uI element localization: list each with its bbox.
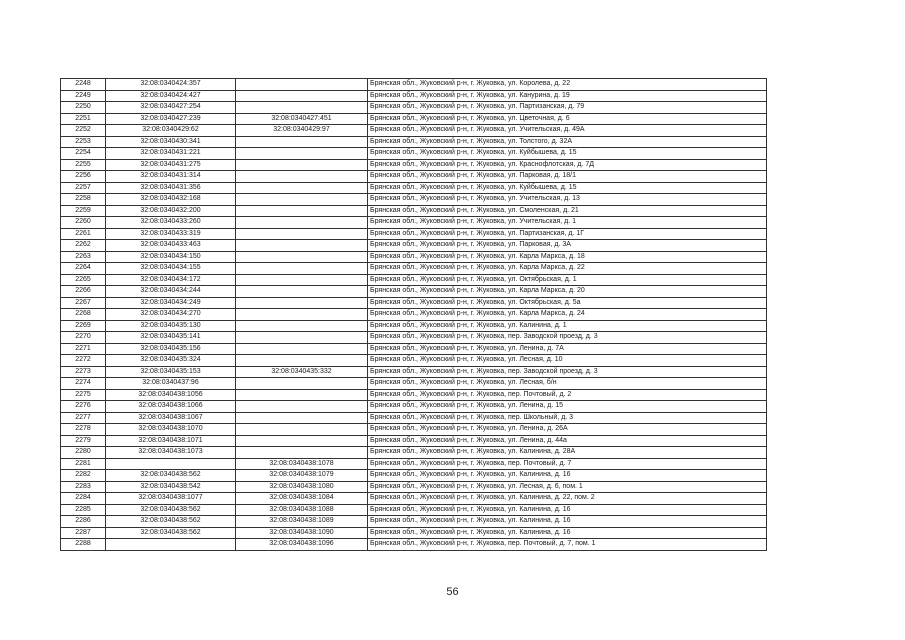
address-cell: Брянская обл., Жуковский р-н, г. Жуковка, ул. Парковая, д. 3А xyxy=(368,240,767,252)
row-number-cell: 2283 xyxy=(61,481,106,493)
row-number-cell: 2262 xyxy=(61,240,106,252)
address-cell: Брянская обл., Жуковский р-н, г. Жуковка, ул. Парковая, д. 18/1 xyxy=(368,171,767,183)
related-cadastral-number-cell xyxy=(236,171,368,183)
row-number-cell: 2270 xyxy=(61,332,106,344)
related-cadastral-number-cell xyxy=(236,309,368,321)
table-row xyxy=(61,228,767,240)
table-row xyxy=(61,251,767,263)
table-row xyxy=(61,148,767,160)
table-row xyxy=(61,470,767,482)
address-cell: Брянская обл., Жуковский р-н, г. Жуковка, ул. Толстого, д. 32А xyxy=(368,136,767,148)
table-row xyxy=(61,447,767,459)
row-number-cell: 2263 xyxy=(61,251,106,263)
table-row xyxy=(61,286,767,298)
row-number-cell: 2274 xyxy=(61,378,106,390)
table-row xyxy=(61,412,767,424)
cadastral-number-cell: 32:08:0340437:96 xyxy=(106,378,236,390)
related-cadastral-number-cell: 32:08:0340438:1078 xyxy=(236,458,368,470)
address-cell: Брянская обл., Жуковский р-н, г. Жуковка, ул. Калинина, д. 16 xyxy=(368,527,767,539)
cadastral-number-cell: 32:08:0340438:1067 xyxy=(106,412,236,424)
cadastral-number-cell: 32:08:0340438:1066 xyxy=(106,401,236,413)
table-row xyxy=(61,136,767,148)
row-number-cell: 2279 xyxy=(61,435,106,447)
table-row xyxy=(61,309,767,321)
cadastral-number-cell: 32:08:0340438:1056 xyxy=(106,389,236,401)
cadastral-number-cell: 32:08:0340434:150 xyxy=(106,251,236,263)
cadastral-number-cell: 32:08:0340434:172 xyxy=(106,274,236,286)
table-row xyxy=(61,424,767,436)
cadastral-table xyxy=(60,78,767,551)
address-cell: Брянская обл., Жуковский р-н, г. Жуковка, ул. Краснофлотская, д. 7Д xyxy=(368,159,767,171)
table-row xyxy=(61,435,767,447)
cadastral-number-cell: 32:08:0340433:463 xyxy=(106,240,236,252)
cadastral-number-cell: 32:08:0340434:155 xyxy=(106,263,236,275)
row-number-cell: 2287 xyxy=(61,527,106,539)
table-row xyxy=(61,516,767,528)
cadastral-number-cell: 32:08:0340438:1071 xyxy=(106,435,236,447)
page-number: 56 xyxy=(446,586,459,598)
table-row xyxy=(61,240,767,252)
table-row xyxy=(61,343,767,355)
address-cell: Брянская обл., Жуковский р-н, г. Жуковка, ул. Карла Маркса, д. 24 xyxy=(368,309,767,321)
row-number-cell: 2259 xyxy=(61,205,106,217)
address-cell: Брянская обл., Жуковский р-н, г. Жуковка, ул. Смоленская, д. 21 xyxy=(368,205,767,217)
address-cell: Брянская обл., Жуковский р-н, г. Жуковка, ул. Учительская, д. 49А xyxy=(368,125,767,137)
cadastral-number-cell: 32:08:0340434:244 xyxy=(106,286,236,298)
table-row xyxy=(61,102,767,114)
cadastral-number-cell: 32:08:0340435:324 xyxy=(106,355,236,367)
table-row xyxy=(61,355,767,367)
row-number-cell: 2266 xyxy=(61,286,106,298)
row-number-cell: 2251 xyxy=(61,113,106,125)
table-row xyxy=(61,217,767,229)
cadastral-number-cell: 32:08:0340427:239 xyxy=(106,113,236,125)
row-number-cell: 2284 xyxy=(61,493,106,505)
related-cadastral-number-cell xyxy=(236,412,368,424)
address-cell: Брянская обл., Жуковский р-н, г. Жуковка, ул. Ленина, д. 15 xyxy=(368,401,767,413)
cadastral-number-cell xyxy=(106,539,236,551)
related-cadastral-number-cell xyxy=(236,435,368,447)
table-row xyxy=(61,79,767,91)
row-number-cell: 2285 xyxy=(61,504,106,516)
address-cell: Брянская обл., Жуковский р-н, г. Жуковка, пер. Заводской проезд, д. 3 xyxy=(368,366,767,378)
row-number-cell: 2264 xyxy=(61,263,106,275)
table-row xyxy=(61,504,767,516)
row-number-cell: 2250 xyxy=(61,102,106,114)
row-number-cell: 2265 xyxy=(61,274,106,286)
table-row xyxy=(61,182,767,194)
table-row xyxy=(61,320,767,332)
address-cell: Брянская обл., Жуковский р-н, г. Жуковка, ул. Октябрьская, д. 5а xyxy=(368,297,767,309)
table-row xyxy=(61,90,767,102)
address-cell: Брянская обл., Жуковский р-н, г. Жуковка, ул. Лесная, б/н xyxy=(368,378,767,390)
cadastral-number-cell: 32:08:0340438:1073 xyxy=(106,447,236,459)
related-cadastral-number-cell xyxy=(236,148,368,160)
address-cell: Брянская обл., Жуковский р-н, г. Жуковка, пер. Почтовый, д. 7 xyxy=(368,458,767,470)
address-cell: Брянская обл., Жуковский р-н, г. Жуковка, ул. Калинина, д. 16 xyxy=(368,516,767,528)
related-cadastral-number-cell xyxy=(236,424,368,436)
address-cell: Брянская обл., Жуковский р-н, г. Жуковка, ул. Королева, д. 22 xyxy=(368,79,767,91)
address-cell: Брянская обл., Жуковский р-н, г. Жуковка, пер. Почтовый, д. 2 xyxy=(368,389,767,401)
address-cell: Брянская обл., Жуковский р-н, г. Жуковка, ул. Канурина, д. 19 xyxy=(368,90,767,102)
row-number-cell: 2269 xyxy=(61,320,106,332)
related-cadastral-number-cell xyxy=(236,240,368,252)
related-cadastral-number-cell xyxy=(236,90,368,102)
related-cadastral-number-cell xyxy=(236,297,368,309)
address-cell: Брянская обл., Жуковский р-н, г. Жуковка, ул. Карла Маркса, д. 20 xyxy=(368,286,767,298)
table-row xyxy=(61,481,767,493)
row-number-cell: 2281 xyxy=(61,458,106,470)
address-cell: Брянская обл., Жуковский р-н, г. Жуковка, ул. Ленина, д. 26А xyxy=(368,424,767,436)
cadastral-number-cell: 32:08:0340435:156 xyxy=(106,343,236,355)
cadastral-number-cell: 32:08:0340432:168 xyxy=(106,194,236,206)
address-cell: Брянская обл., Жуковский р-н, г. Жуковка, ул. Учительская, д. 13 xyxy=(368,194,767,206)
cadastral-number-cell: 32:08:0340438:562 xyxy=(106,527,236,539)
row-number-cell: 2261 xyxy=(61,228,106,240)
row-number-cell: 2260 xyxy=(61,217,106,229)
related-cadastral-number-cell xyxy=(236,102,368,114)
address-cell: Брянская обл., Жуковский р-н, г. Жуковка, ул. Ленина, д. 7А xyxy=(368,343,767,355)
table-row xyxy=(61,125,767,137)
related-cadastral-number-cell: 32:08:0340435:332 xyxy=(236,366,368,378)
row-number-cell: 2267 xyxy=(61,297,106,309)
related-cadastral-number-cell: 32:08:0340429:97 xyxy=(236,125,368,137)
cadastral-number-cell: 32:08:0340430:341 xyxy=(106,136,236,148)
related-cadastral-number-cell xyxy=(236,332,368,344)
row-number-cell: 2272 xyxy=(61,355,106,367)
cadastral-number-cell: 32:08:0340432:200 xyxy=(106,205,236,217)
address-cell: Брянская обл., Жуковский р-н, г. Жуковка, ул. Учительская, д. 1 xyxy=(368,217,767,229)
related-cadastral-number-cell xyxy=(236,194,368,206)
related-cadastral-number-cell xyxy=(236,136,368,148)
cadastral-number-cell: 32:08:0340438:562 xyxy=(106,470,236,482)
row-number-cell: 2282 xyxy=(61,470,106,482)
related-cadastral-number-cell xyxy=(236,320,368,332)
table-row xyxy=(61,159,767,171)
address-cell: Брянская обл., Жуковский р-н, г. Жуковка, пер. Школьный, д. 3 xyxy=(368,412,767,424)
related-cadastral-number-cell xyxy=(236,401,368,413)
address-cell: Брянская обл., Жуковский р-н, г. Жуковка, ул. Октябрьская, д. 1 xyxy=(368,274,767,286)
address-cell: Брянская обл., Жуковский р-н, г. Жуковка, ул. Калинина, д. 16 xyxy=(368,504,767,516)
related-cadastral-number-cell xyxy=(236,217,368,229)
row-number-cell: 2253 xyxy=(61,136,106,148)
cadastral-number-cell: 32:08:0340427:254 xyxy=(106,102,236,114)
table-row xyxy=(61,539,767,551)
address-cell: Брянская обл., Жуковский р-н, г. Жуковка, ул. Карла Маркса, д. 22 xyxy=(368,263,767,275)
row-number-cell: 2273 xyxy=(61,366,106,378)
row-number-cell: 2248 xyxy=(61,79,106,91)
address-cell: Брянская обл., Жуковский р-н, г. Жуковка, ул. Карла Маркса, д. 18 xyxy=(368,251,767,263)
table-row xyxy=(61,171,767,183)
related-cadastral-number-cell xyxy=(236,447,368,459)
address-cell: Брянская обл., Жуковский р-н, г. Жуковка, ул. Калинина, д. 28А xyxy=(368,447,767,459)
table-row xyxy=(61,458,767,470)
related-cadastral-number-cell xyxy=(236,79,368,91)
cadastral-number-cell: 32:08:0340434:249 xyxy=(106,297,236,309)
row-number-cell: 2256 xyxy=(61,171,106,183)
table-body xyxy=(61,79,767,551)
row-number-cell: 2288 xyxy=(61,539,106,551)
address-cell: Брянская обл., Жуковский р-н, г. Жуковка, ул. Калинина, д. 1 xyxy=(368,320,767,332)
row-number-cell: 2280 xyxy=(61,447,106,459)
address-cell: Брянская обл., Жуковский р-н, г. Жуковка, ул. Партизанская, д. 79 xyxy=(368,102,767,114)
address-cell: Брянская обл., Жуковский р-н, г. Жуковка, пер. Почтовый, д. 7, пом. 1 xyxy=(368,539,767,551)
related-cadastral-number-cell: 32:08:0340438:1096 xyxy=(236,539,368,551)
cadastral-number-cell: 32:08:0340431:314 xyxy=(106,171,236,183)
related-cadastral-number-cell xyxy=(236,274,368,286)
table-row xyxy=(61,378,767,390)
table-row xyxy=(61,274,767,286)
related-cadastral-number-cell xyxy=(236,251,368,263)
address-cell: Брянская обл., Жуковский р-н, г. Жуковка, ул. Ленина, д. 44а xyxy=(368,435,767,447)
cadastral-number-cell: 32:08:0340424:427 xyxy=(106,90,236,102)
cadastral-number-cell: 32:08:0340438:562 xyxy=(106,516,236,528)
table-row xyxy=(61,297,767,309)
cadastral-number-cell: 32:08:0340433:319 xyxy=(106,228,236,240)
table-row xyxy=(61,366,767,378)
cadastral-number-cell: 32:08:0340435:130 xyxy=(106,320,236,332)
cadastral-number-cell: 32:08:0340435:141 xyxy=(106,332,236,344)
cadastral-number-cell: 32:08:0340424:357 xyxy=(106,79,236,91)
table-row xyxy=(61,527,767,539)
related-cadastral-number-cell xyxy=(236,355,368,367)
related-cadastral-number-cell: 32:08:0340438:1080 xyxy=(236,481,368,493)
table-row xyxy=(61,263,767,275)
address-cell: Брянская обл., Жуковский р-н, г. Жуковка, ул. Лесная, д. 10 xyxy=(368,355,767,367)
table-row xyxy=(61,113,767,125)
table-row xyxy=(61,205,767,217)
row-number-cell: 2277 xyxy=(61,412,106,424)
related-cadastral-number-cell xyxy=(236,286,368,298)
row-number-cell: 2254 xyxy=(61,148,106,160)
row-number-cell: 2249 xyxy=(61,90,106,102)
row-number-cell: 2276 xyxy=(61,401,106,413)
row-number-cell: 2255 xyxy=(61,159,106,171)
row-number-cell: 2257 xyxy=(61,182,106,194)
table-row xyxy=(61,332,767,344)
row-number-cell: 2258 xyxy=(61,194,106,206)
address-cell: Брянская обл., Жуковский р-н, г. Жуковка, пер. Заводской проезд, д. 3 xyxy=(368,332,767,344)
address-cell: Брянская обл., Жуковский р-н, г. Жуковка, ул. Куйбышева, д. 15 xyxy=(368,182,767,194)
cadastral-number-cell: 32:08:0340438:542 xyxy=(106,481,236,493)
cadastral-number-cell: 32:08:0340438:562 xyxy=(106,504,236,516)
address-cell: Брянская обл., Жуковский р-н, г. Жуковка, ул. Партизанская, д. 1Г xyxy=(368,228,767,240)
table-row xyxy=(61,389,767,401)
cadastral-number-cell: 32:08:0340431:356 xyxy=(106,182,236,194)
related-cadastral-number-cell: 32:08:0340438:1089 xyxy=(236,516,368,528)
cadastral-number-cell xyxy=(106,458,236,470)
cadastral-number-cell: 32:08:0340438:1070 xyxy=(106,424,236,436)
address-cell: Брянская обл., Жуковский р-н, г. Жуковка, ул. Куйбышева, д. 15 xyxy=(368,148,767,160)
address-cell: Брянская обл., Жуковский р-н, г. Жуковка, ул. Лесная, д. 6, пом. 1 xyxy=(368,481,767,493)
address-cell: Брянская обл., Жуковский р-н, г. Жуковка, ул. Цветочная, д. 6 xyxy=(368,113,767,125)
row-number-cell: 2252 xyxy=(61,125,106,137)
address-cell: Брянская обл., Жуковский р-н, г. Жуковка, ул. Калинина, д. 16 xyxy=(368,470,767,482)
row-number-cell: 2278 xyxy=(61,424,106,436)
related-cadastral-number-cell xyxy=(236,228,368,240)
related-cadastral-number-cell xyxy=(236,182,368,194)
cadastral-number-cell: 32:08:0340438:1077 xyxy=(106,493,236,505)
related-cadastral-number-cell xyxy=(236,343,368,355)
table-row xyxy=(61,493,767,505)
related-cadastral-number-cell: 32:08:0340438:1090 xyxy=(236,527,368,539)
cadastral-number-cell: 32:08:0340429:62 xyxy=(106,125,236,137)
related-cadastral-number-cell: 32:08:0340438:1084 xyxy=(236,493,368,505)
row-number-cell: 2286 xyxy=(61,516,106,528)
related-cadastral-number-cell: 32:08:0340427:451 xyxy=(236,113,368,125)
related-cadastral-number-cell: 32:08:0340438:1088 xyxy=(236,504,368,516)
row-number-cell: 2271 xyxy=(61,343,106,355)
related-cadastral-number-cell xyxy=(236,389,368,401)
cadastral-number-cell: 32:08:0340433:260 xyxy=(106,217,236,229)
related-cadastral-number-cell: 32:08:0340438:1079 xyxy=(236,470,368,482)
cadastral-number-cell: 32:08:0340434:270 xyxy=(106,309,236,321)
cadastral-number-cell: 32:08:0340431:275 xyxy=(106,159,236,171)
cadastral-number-cell: 32:08:0340431:221 xyxy=(106,148,236,160)
related-cadastral-number-cell xyxy=(236,205,368,217)
related-cadastral-number-cell xyxy=(236,159,368,171)
table-row xyxy=(61,194,767,206)
row-number-cell: 2268 xyxy=(61,309,106,321)
related-cadastral-number-cell xyxy=(236,378,368,390)
address-cell: Брянская обл., Жуковский р-н, г. Жуковка, ул. Калинина, д. 22, пом. 2 xyxy=(368,493,767,505)
row-number-cell: 2275 xyxy=(61,389,106,401)
cadastral-number-cell: 32:08:0340435:153 xyxy=(106,366,236,378)
related-cadastral-number-cell xyxy=(236,263,368,275)
table-row xyxy=(61,401,767,413)
